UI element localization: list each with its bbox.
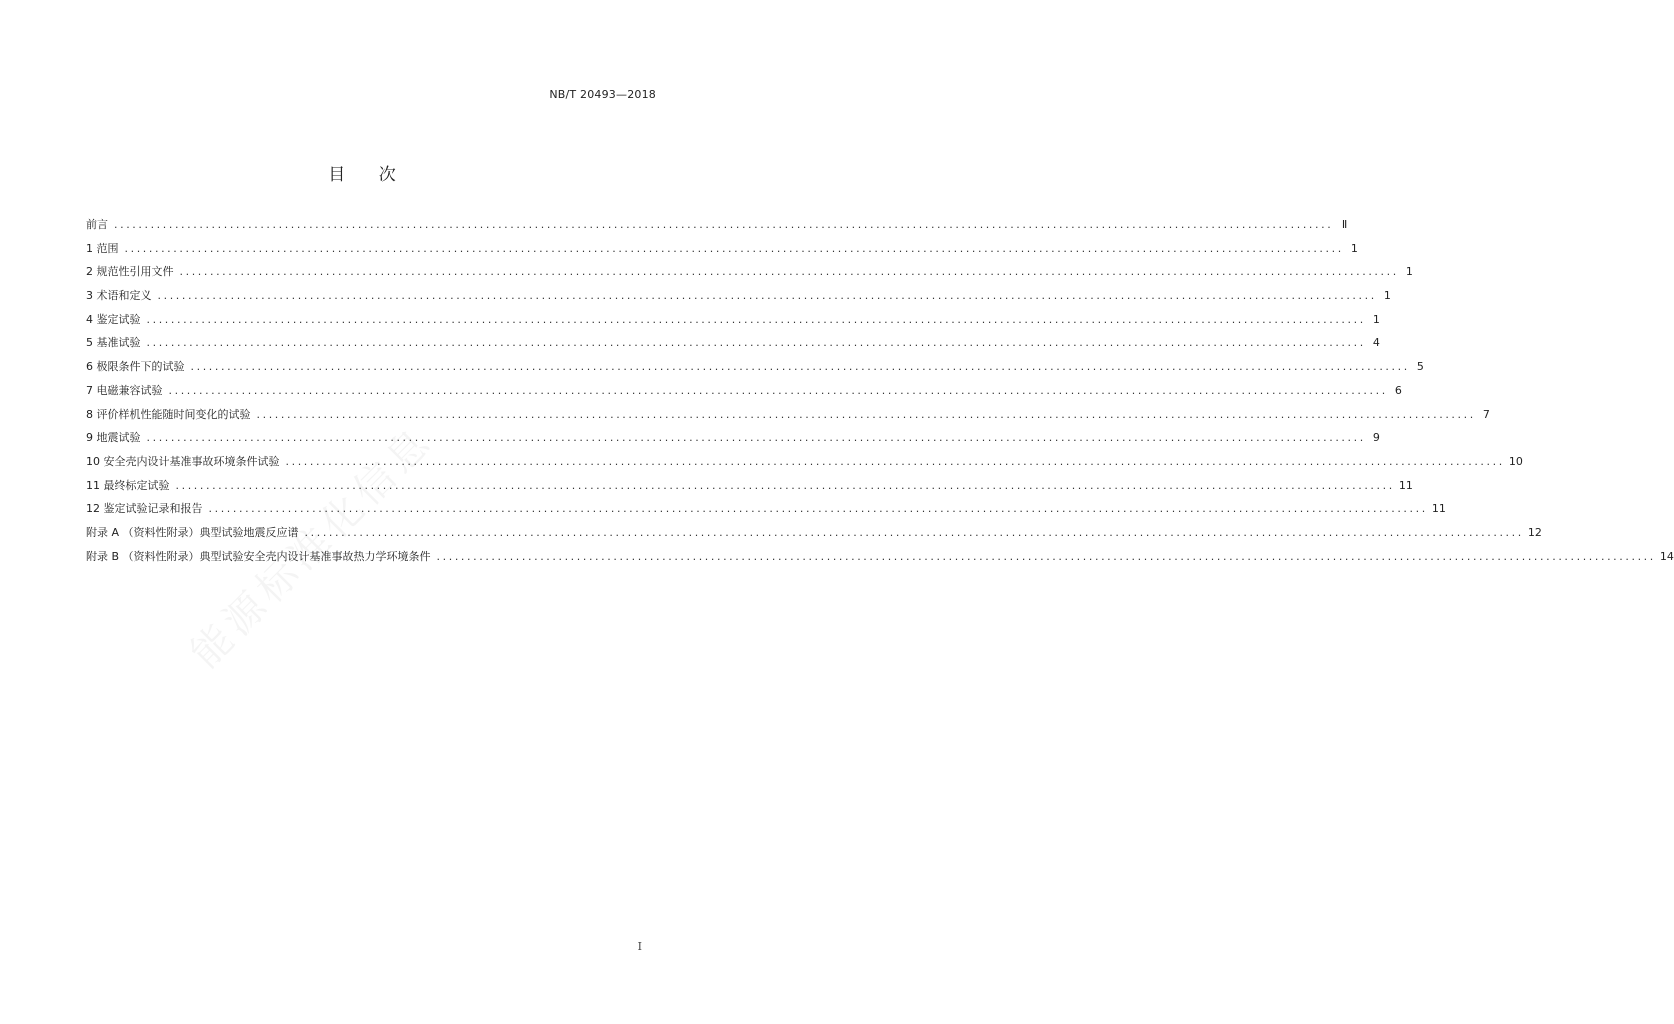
toc-entry-page: 1: [1350, 241, 1358, 255]
toc-entry-page: 1: [1372, 312, 1380, 326]
toc-title: 目 次: [328, 165, 410, 185]
page-number: I: [637, 940, 642, 953]
toc-entry[interactable]: [86, 287, 1391, 311]
toc-entry-label: 附录 A （资料性附录）典型试验地震反应谱: [86, 525, 299, 539]
toc-entry-page: Ⅱ: [1341, 218, 1348, 231]
toc-entry-label: 3 术语和定义: [86, 289, 152, 303]
toc-entry-label: 4 鉴定试验: [86, 312, 141, 326]
toc-dot-leader: ........................................................................................................................................................................................................: [436, 549, 1656, 563]
toc-entry-page: 1: [1405, 265, 1413, 279]
toc-entry-label: 9 地震试验: [86, 431, 141, 445]
toc-entry-label: 12 鉴定试验记录和报告: [86, 502, 203, 516]
toc-dot-leader: ........................................................................................................................................................................................................: [146, 312, 1366, 326]
toc-entry-label: 附录 B （资料性附录）典型试验安全壳内设计基准事故热力学环境条件: [86, 549, 431, 563]
toc-entry[interactable]: [86, 406, 1490, 430]
toc-entry-page: 4: [1372, 336, 1380, 350]
toc-dot-leader: ........................................................................................................................................................................................................: [146, 431, 1366, 445]
toc-dot-leader: ........................................................................................................................................................................................................: [256, 407, 1476, 421]
toc-entry-label: 10 安全壳内设计基准事故环境条件试验: [86, 454, 280, 468]
toc-entry-page: 11: [1431, 502, 1446, 516]
standard-code: NB/T 20493—2018: [549, 88, 656, 101]
toc-entry[interactable]: [86, 429, 1380, 453]
table-of-contents: [86, 216, 1674, 571]
toc-entry[interactable]: [86, 240, 1358, 264]
toc-entry-page: 7: [1482, 407, 1490, 421]
toc-dot-leader: ........................................................................................................................................................................................................: [146, 336, 1366, 350]
toc-entry[interactable]: [86, 311, 1380, 335]
toc-entry-label: 5 基准试验: [86, 336, 141, 350]
toc-entry[interactable]: [86, 358, 1424, 382]
toc-entry-label: 7 电磁兼容试验: [86, 383, 163, 397]
toc-entry[interactable]: [86, 382, 1402, 406]
toc-dot-leader: ........................................................................................................................................................................................................: [168, 383, 1388, 397]
toc-entry-page: 14: [1659, 549, 1674, 563]
toc-entry-page: 5: [1416, 360, 1424, 374]
toc-entry-page: 12: [1527, 525, 1542, 539]
toc-entry[interactable]: [86, 500, 1446, 524]
toc-entry-page: 1: [1383, 289, 1391, 303]
toc-entry[interactable]: [86, 453, 1523, 477]
toc-entry[interactable]: [86, 263, 1413, 287]
toc-entry[interactable]: [86, 216, 1348, 240]
toc-dot-leader: ........................................................................................................................................................................................................: [175, 478, 1395, 492]
toc-dot-leader: ........................................................................................................................................................................................................: [190, 360, 1410, 374]
toc-entry-label: 11 最终标定试验: [86, 478, 170, 492]
toc-dot-leader: ........................................................................................................................................................................................................: [208, 502, 1428, 516]
toc-dot-leader: ........................................................................................................................................................................................................: [114, 218, 1334, 231]
toc-entry[interactable]: [86, 548, 1674, 572]
toc-dot-leader: ........................................................................................................................................................................................................: [285, 454, 1505, 468]
toc-entry-label: 1 范围: [86, 241, 119, 255]
toc-dot-leader: ........................................................................................................................................................................................................: [124, 241, 1344, 255]
toc-dot-leader: ........................................................................................................................................................................................................: [179, 265, 1399, 279]
toc-entry-page: 10: [1508, 454, 1523, 468]
toc-entry-label: 6 极限条件下的试验: [86, 360, 185, 374]
toc-entry-label: 8 评价样机性能随时间变化的试验: [86, 407, 251, 421]
toc-dot-leader: ........................................................................................................................................................................................................: [304, 525, 1524, 539]
toc-entry[interactable]: [86, 524, 1542, 548]
toc-entry[interactable]: [86, 334, 1380, 358]
toc-entry[interactable]: [86, 477, 1413, 501]
toc-dot-leader: ........................................................................................................................................................................................................: [157, 289, 1377, 303]
toc-entry-page: 6: [1394, 383, 1402, 397]
toc-entry-label: 2 规范性引用文件: [86, 265, 174, 279]
toc-entry-page: 9: [1372, 431, 1380, 445]
toc-entry-label: 前言: [86, 218, 108, 231]
toc-entry-page: 11: [1398, 478, 1413, 492]
